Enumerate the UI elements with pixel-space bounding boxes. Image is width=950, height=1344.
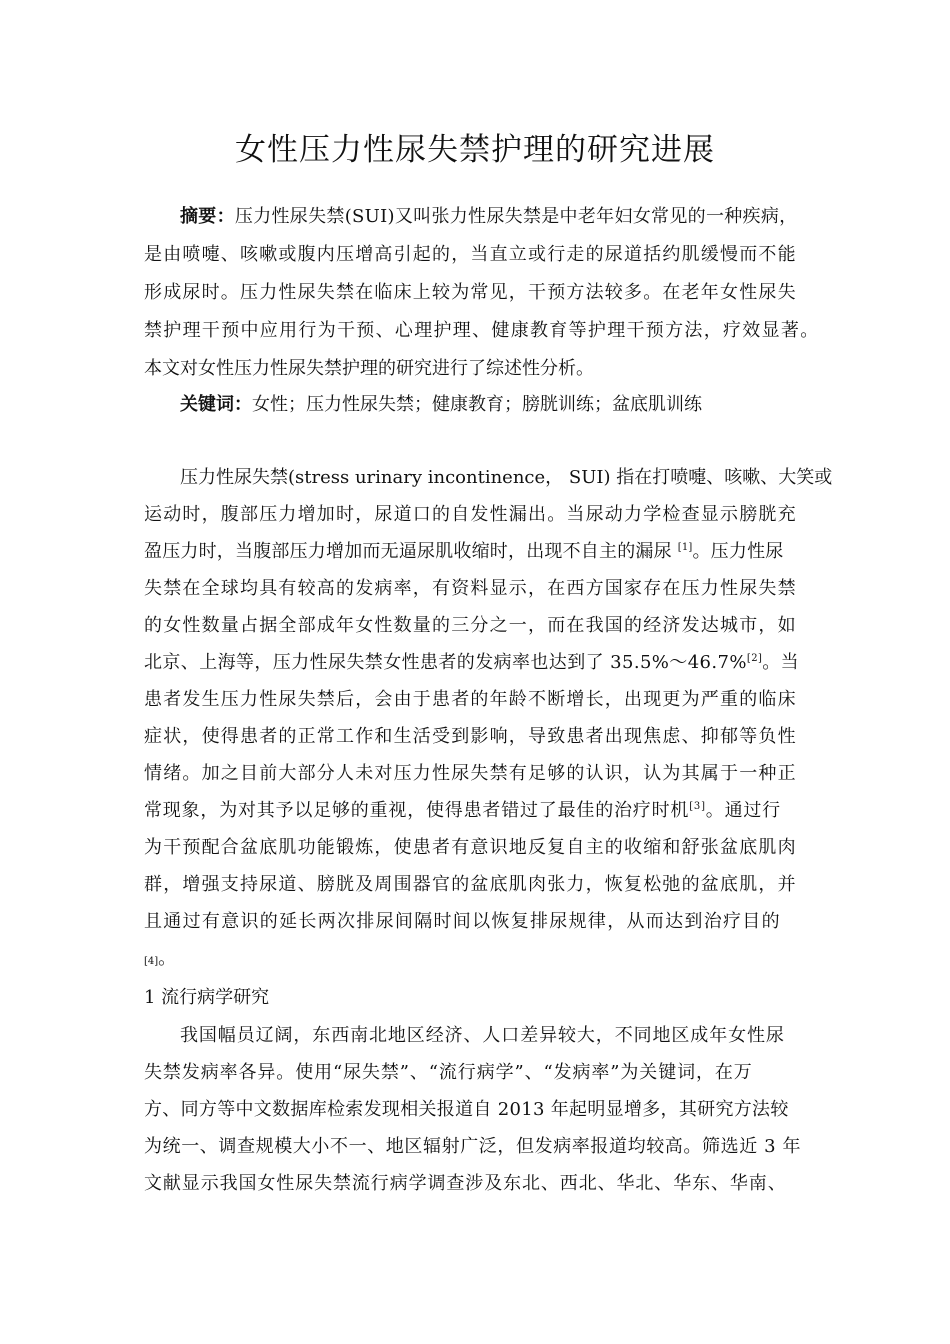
abstract-line-5: 本文对女性压力性尿失禁护理的研究进行了综述性分析。 bbox=[144, 358, 594, 379]
intro-line-14 bbox=[144, 948, 176, 973]
citation-4: [4] bbox=[144, 956, 159, 967]
abstract-text-1: 压力性尿失禁(SUI)又叫张力性尿失禁是中老年妇女常见的一种疾病， bbox=[234, 206, 798, 227]
intro-line-12: 群，增强支持尿道、膀胱及周围器官的盆底肌肉张力，恢复松弛的盆底肌，并 bbox=[144, 874, 797, 895]
section-1-line-5: 文献显示我国女性尿失禁流行病学调查涉及东北、西北、华北、华东、华南、 bbox=[144, 1173, 787, 1194]
section-1-line-4: 为统一、调查规模大小不一、地区辐射广泛，但发病率报道均较高。筛选近 3 年 bbox=[144, 1136, 802, 1157]
citation-1: [1] bbox=[677, 542, 693, 553]
intro-line-5: 的女性数量占据全部成年女性数量的三分之一，而在我国的经济发达城市，如 bbox=[144, 615, 797, 636]
intro-line-1: 压力性尿失禁(stress urinary incontinence， SUI) 指在打喷嚏、咳嗽、大笑或 bbox=[180, 467, 833, 488]
intro-line-6-tail: 。当 bbox=[762, 652, 800, 673]
intro-line-3-tail: 。压力性尿 bbox=[692, 541, 784, 562]
intro-line-10-text: 常现象，为对其予以足够的重视，使得患者错过了最佳的治疗时机 bbox=[144, 800, 690, 821]
intro-line-9: 情绪。加之目前大部分人未对压力性尿失禁有足够的认识，认为其属于一种正 bbox=[144, 763, 797, 784]
intro-line-7: 患者发生压力性尿失禁后，会由于患者的年龄不断增长，出现更为严重的临床 bbox=[144, 689, 797, 710]
abstract-line-3: 形成尿时。压力性尿失禁在临床上较为常见，干预方法较多。在老年女性尿失 bbox=[144, 282, 797, 303]
intro-line-8: 症状，使得患者的正常工作和生活受到影响，导致患者出现焦虑、抑郁等负性 bbox=[144, 726, 797, 747]
paper-title: 女性压力性尿失禁护理的研究进展 bbox=[235, 132, 715, 168]
intro-line-14-text: 。 bbox=[158, 948, 177, 969]
intro-line-2: 运动时，腹部压力增加时，尿道口的自发性漏出。当尿动力学检查显示膀胱充 bbox=[144, 504, 797, 525]
intro-line-3-text: 盈压力时，当腹部压力增加而无逼尿肌收缩时，出现不自主的漏尿 bbox=[144, 541, 678, 562]
citation-2: [2] bbox=[746, 653, 763, 664]
intro-line-11: 为干预配合盆底肌功能锻炼，使患者有意识地反复自主的收缩和舒张盆底肌肉 bbox=[144, 837, 797, 858]
abstract-label: 摘要： bbox=[180, 206, 235, 227]
intro-line-6 bbox=[144, 652, 799, 674]
intro-line-10-tail: 。通过行 bbox=[705, 800, 781, 821]
abstract-line-2: 是由喷嚏、咳嗽或腹内压增高引起的，当直立或行走的尿道括约肌缓慢而不能 bbox=[144, 244, 797, 265]
citation-3: [3] bbox=[689, 801, 706, 812]
keywords-text: 女性；压力性尿失禁；健康教育；膀胱训练；盆底肌训练 bbox=[252, 394, 702, 415]
section-1-line-1: 我国幅员辽阔，东西南北地区经济、人口差异较大，不同地区成年女性尿 bbox=[180, 1025, 785, 1046]
intro-line-4: 失禁在全球均具有较高的发病率，有资料显示，在西方国家存在压力性尿失禁 bbox=[144, 578, 797, 599]
intro-line-3 bbox=[144, 541, 783, 563]
abstract-line-4: 禁护理干预中应用行为干预、心理护理、健康教育等护理干预方法，疗效显著。 bbox=[144, 320, 820, 341]
intro-line-10 bbox=[144, 800, 781, 822]
section-1-line-2: 失禁发病率各异。使用“尿失禁”、“流行病学”、“发病率”为关键词，在万 bbox=[144, 1062, 753, 1083]
section-1-line-3: 方、同方等中文数据库检索发现相关报道自 2013 年起明显增多，其研究方法较 bbox=[144, 1099, 789, 1120]
intro-line-13: 且通过有意识的延长两次排尿间隔时间以恢复排尿规律，从而达到治疗目的 bbox=[144, 911, 781, 932]
intro-line-6-text: 北京、上海等，压力性尿失禁女性患者的发病率也达到了 35.5%～46.7% bbox=[144, 652, 747, 673]
keywords-line bbox=[180, 394, 702, 416]
keywords-label: 关键词： bbox=[180, 394, 252, 415]
section-1-heading: 1 流行病学研究 bbox=[144, 987, 270, 1008]
abstract-line-1 bbox=[180, 206, 797, 228]
